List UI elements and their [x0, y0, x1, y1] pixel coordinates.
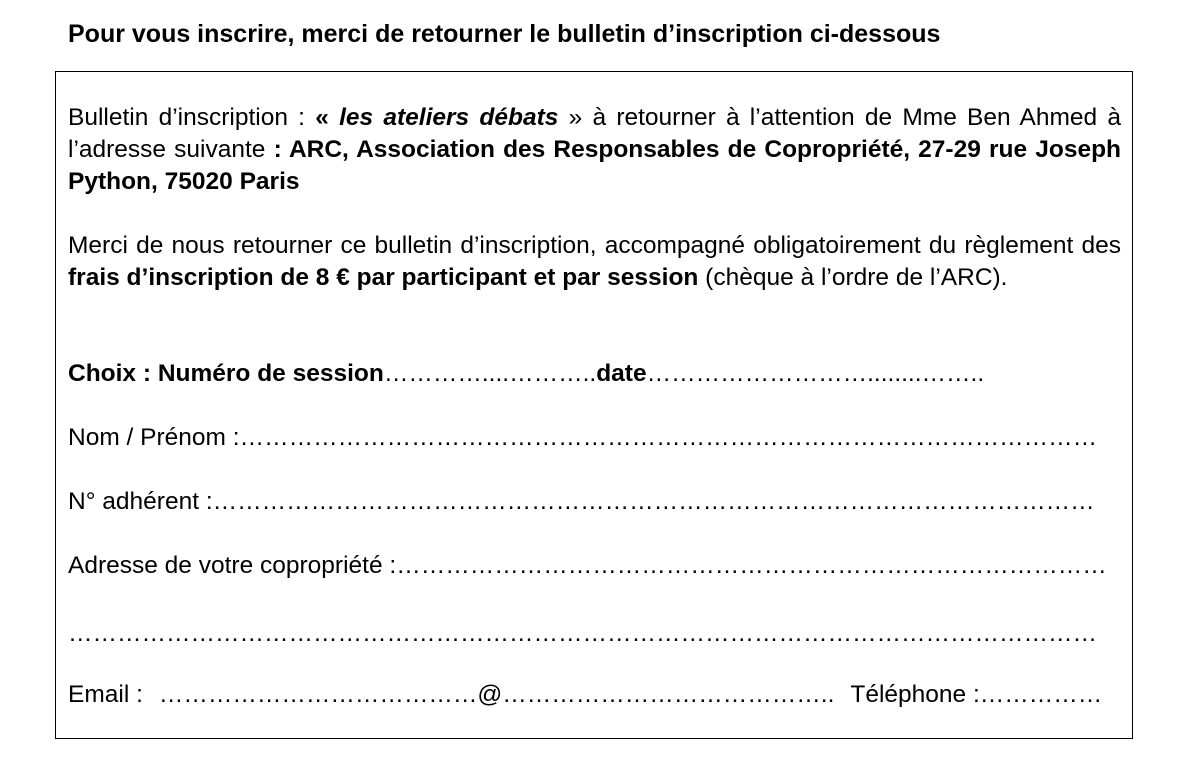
- name-label: Nom / Prénom :: [68, 424, 240, 451]
- name-row: [68, 422, 1097, 454]
- intro-text: Bulletin d’inscription :: [68, 104, 316, 131]
- address-field[interactable]: ……………………………………………………………………………: [396, 552, 1107, 579]
- member-number-label: N° adhérent :: [68, 488, 213, 515]
- member-number-field[interactable]: ………………………………………………………………………………………………: [212, 488, 1095, 515]
- email-domain-field[interactable]: …………………………………..: [502, 681, 835, 708]
- email-local-field[interactable]: …………………………………: [158, 681, 478, 708]
- address-row: [68, 550, 1107, 582]
- fee-outro-text: (chèque à l’ordre de l’ARC).: [698, 264, 1008, 291]
- email-at-sign: @: [477, 681, 503, 708]
- page-heading: Pour vous inscrire, merci de retourner le bulletin d’inscription ci-dessous: [68, 20, 941, 48]
- postal-address: : ARC, Association des Responsables de Copropriété, 27-29 rue Joseph Python, 75020 Paris: [68, 136, 1121, 195]
- form-intro-paragraph: [68, 102, 1121, 198]
- member-number-row: [68, 486, 1095, 518]
- date-label: date: [596, 360, 647, 387]
- address-label: Adresse de votre copropriété :: [68, 552, 397, 579]
- address-line-2-row: [68, 618, 1097, 650]
- session-choice-row: [68, 358, 984, 390]
- recipient-text: à retourner à l’attention de Mme Ben Ahmed à l’adresse suivante: [68, 104, 1122, 163]
- session-number-label: Choix : Numéro de session: [68, 360, 384, 387]
- date-field[interactable]: ………………………........……..: [646, 360, 985, 387]
- session-number-field[interactable]: …………....………..: [383, 360, 597, 387]
- fee-amount-text: frais d’inscription de 8 € par participant et par session: [68, 264, 699, 291]
- telephone-field[interactable]: ……………: [979, 681, 1103, 708]
- address-line-2-field[interactable]: ………………………………………………………………………………………………………………: [68, 620, 1097, 647]
- workshop-name: les ateliers débats: [339, 104, 559, 131]
- quote-close: »: [558, 104, 583, 131]
- contact-row: [68, 679, 1102, 711]
- fee-intro-text: Merci de nous retourner ce bulletin d’inscription, accompagné obligatoirement du règlement des: [68, 232, 1121, 259]
- email-label: Email :: [68, 681, 143, 708]
- name-field[interactable]: ……………………………………………………………………………………………: [239, 424, 1098, 451]
- telephone-label: Téléphone :: [850, 681, 980, 708]
- quote-open: «: [315, 104, 340, 131]
- fee-paragraph: [68, 230, 1121, 294]
